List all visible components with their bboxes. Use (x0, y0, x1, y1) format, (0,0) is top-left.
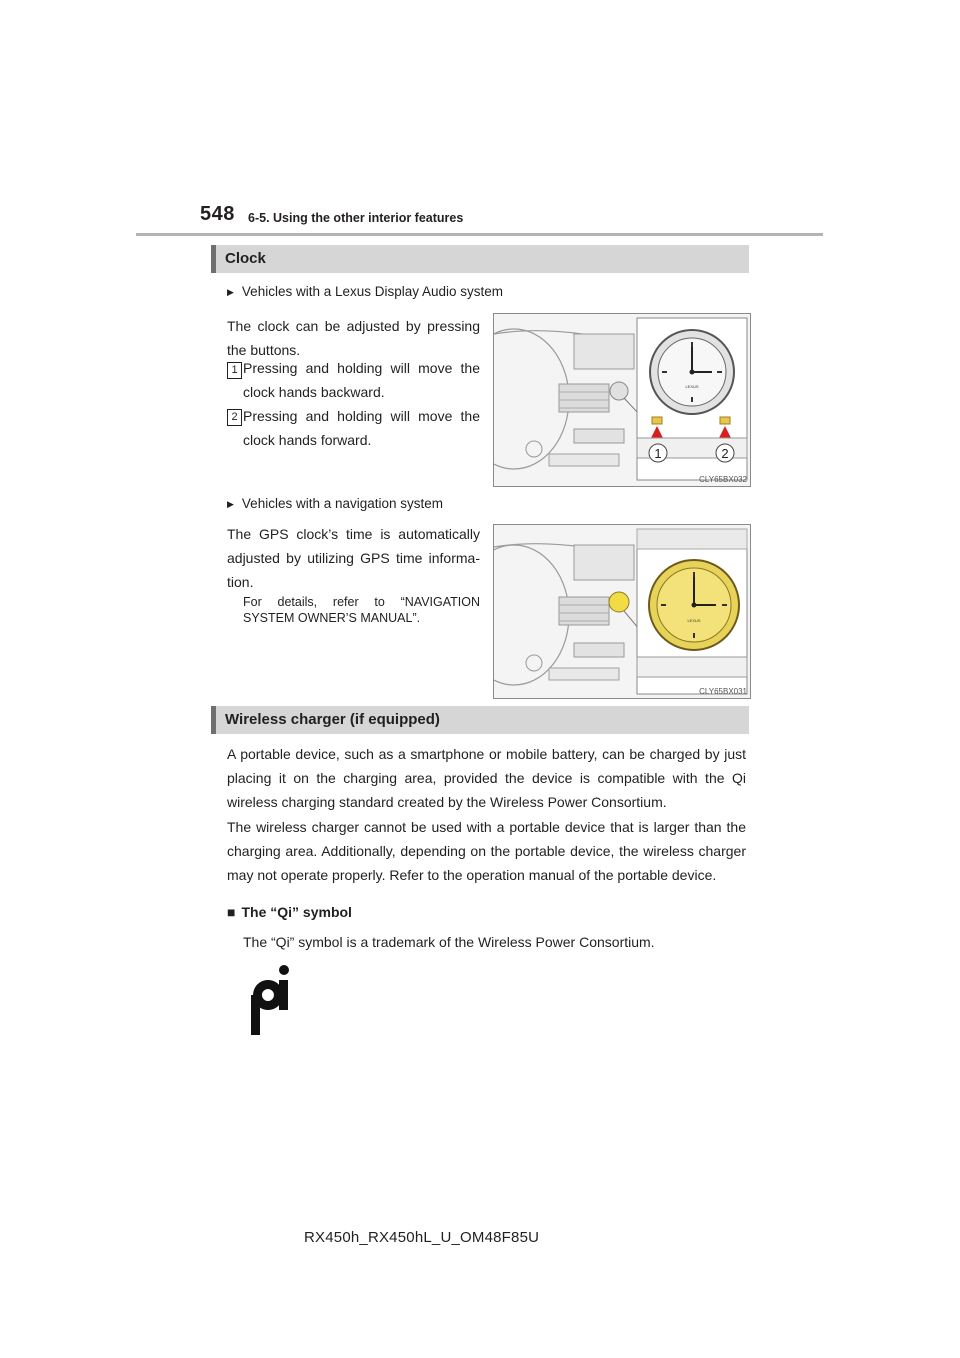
clock-heading-text: Clock (225, 250, 266, 267)
header-rule (136, 233, 823, 236)
clock-heading (211, 245, 749, 273)
wireless-paragraph-2: The wireless charger cannot be used with a portable device that is larger than the charging area. Additionally, depending on the portable device, the wireless charger may not operate properly. Refer to the operation manual of the portable device. (227, 819, 746, 883)
step-text-1: Pressing and holding will move the clock hands backward. (243, 360, 480, 400)
triangle-bullet-icon: ▶ (227, 287, 234, 297)
dashboard-navigation-illustration (494, 525, 750, 698)
step-number-1: 1 (227, 362, 242, 379)
section-title: 6-5. Using the other interior features (248, 211, 464, 225)
figure-code-2: CLY65BX031 (699, 687, 747, 696)
page-number: 548 (200, 203, 235, 225)
qi-logo-icon (246, 964, 294, 1036)
callout-1: 1 (654, 446, 662, 461)
wireless-paragraph-1: A portable device, such as a smartphone or mobile battery, can be charged by just placing it on the charging area, provided the device is compatible with the Qi wireless charging standard created by the Wireless Power Consortium. (227, 746, 746, 810)
clock-nav-intro: The GPS clock’s time is automatically adjusted by utilizing GPS time informa-tion. (227, 526, 480, 590)
dashboard-audio-illustration (494, 314, 750, 486)
bullet-lexus-audio: ▶ Vehicles with a Lexus Display Audio system (227, 284, 504, 299)
square-bullet-icon: ■ (227, 904, 236, 920)
bullet-navigation: ▶ Vehicles with a navigation system (227, 496, 444, 511)
clock-brand-text: LEXUS (685, 384, 699, 389)
step-number-2: 2 (227, 409, 242, 426)
figure-clock-navigation (493, 524, 751, 699)
qi-subheading: ■ The “Qi” symbol (227, 904, 352, 920)
triangle-bullet-icon: ▶ (227, 499, 234, 509)
qi-description: The “Qi” symbol is a trademark of the Wireless Power Consortium. (243, 934, 655, 950)
figure-clock-audio (493, 313, 751, 487)
clock-nav-note: For details, refer to “NAVIGATION SYSTEM OWNER’S MANUAL”. (243, 595, 480, 625)
wireless-heading-text: Wireless charger (if equipped) (225, 711, 440, 728)
figure-code-1: CLY65BX032 (699, 475, 747, 484)
step-text-2: Pressing and holding will move the clock hands forward. (243, 408, 480, 448)
callout-2: 2 (721, 446, 729, 461)
clock-brand-text-nav: LEXUS (687, 618, 701, 623)
clock-audio-intro: The clock can be adjusted by pressing the buttons. (227, 318, 480, 358)
manual-code: RX450h_RX450hL_U_OM48F85U (304, 1229, 540, 1246)
wireless-heading (211, 706, 749, 734)
